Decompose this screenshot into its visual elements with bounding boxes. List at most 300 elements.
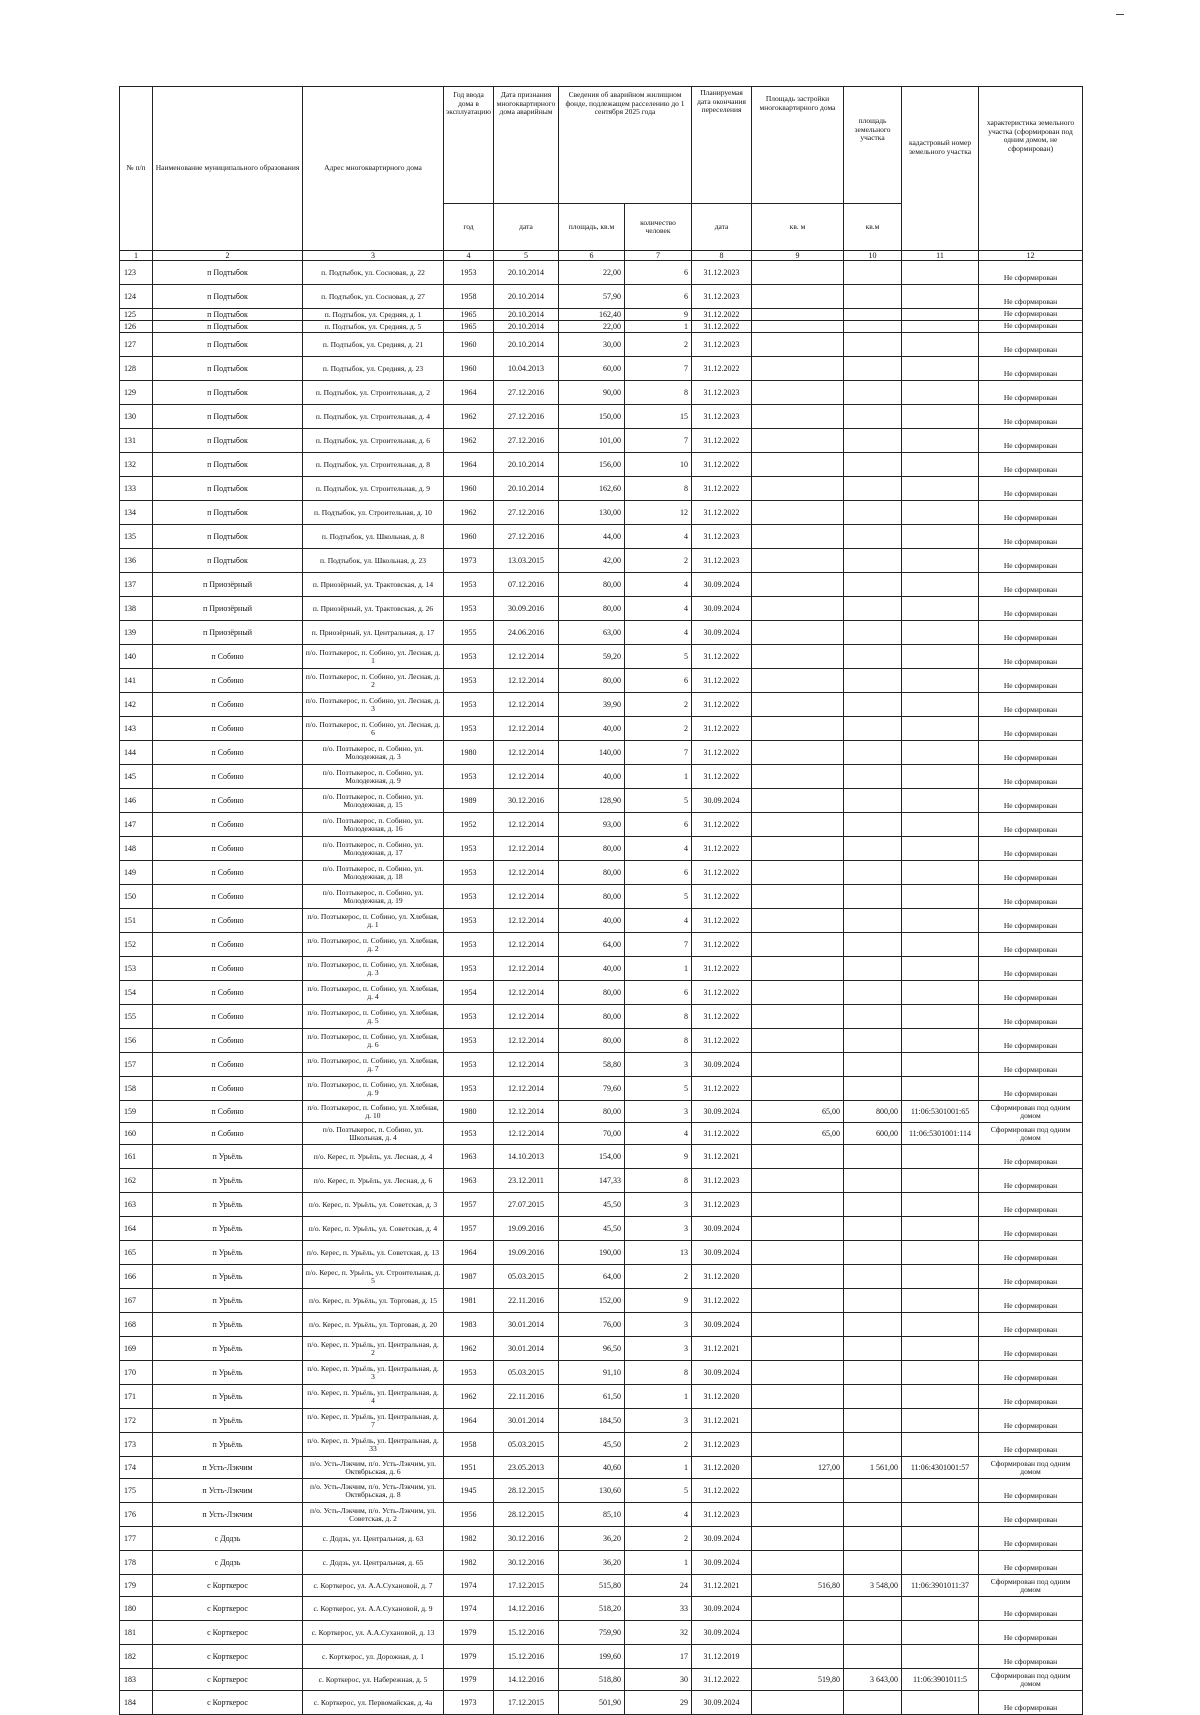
- year-built: 1963: [444, 1169, 494, 1193]
- col-num-4: 4: [444, 251, 494, 261]
- table-row: [120, 309, 1083, 321]
- municipality: п Собино: [153, 837, 303, 861]
- municipality: п Урьёль: [153, 1289, 303, 1313]
- emergency-date: 20.10.2014: [494, 285, 559, 309]
- row-number: 143: [120, 717, 153, 741]
- cadastral-number: [902, 1005, 979, 1029]
- land-area: 3 548,00: [844, 1575, 902, 1597]
- area: 80,00: [559, 669, 625, 693]
- table-row: [120, 1101, 1083, 1123]
- planned-date: 31.12.2023: [692, 405, 752, 429]
- municipality: п Подтыбок: [153, 381, 303, 405]
- area: 60,00: [559, 357, 625, 381]
- people-count: 7: [625, 429, 692, 453]
- land-area: [844, 261, 902, 285]
- table-row: [120, 1193, 1083, 1217]
- land-area: [844, 1433, 902, 1457]
- address: п/о. Усть-Лэкчим, п/о. Усть-Лэкчим, ул. Советская, д. 2: [303, 1503, 444, 1527]
- year-built: 1979: [444, 1645, 494, 1669]
- municipality: п Собино: [153, 909, 303, 933]
- emergency-date: 12.12.2014: [494, 885, 559, 909]
- emergency-date: 24.06.2016: [494, 621, 559, 645]
- area: 39,90: [559, 693, 625, 717]
- year-built: 1982: [444, 1527, 494, 1551]
- municipality: п Приозёрный: [153, 573, 303, 597]
- cadastral-number: [902, 405, 979, 429]
- table-row: [120, 1337, 1083, 1361]
- building-area: [752, 405, 844, 429]
- people-count: 7: [625, 741, 692, 765]
- municipality: п Собино: [153, 669, 303, 693]
- cadastral-number: [902, 321, 979, 333]
- people-count: 33: [625, 1597, 692, 1621]
- address: с. Корткерос, ул. Дорожная, д. 1: [303, 1645, 444, 1669]
- year-built: 1957: [444, 1193, 494, 1217]
- emergency-date: 19.09.2016: [494, 1241, 559, 1265]
- cadastral-number: [902, 597, 979, 621]
- table-row: [120, 381, 1083, 405]
- row-number: 149: [120, 861, 153, 885]
- municipality: п Собино: [153, 717, 303, 741]
- people-count: 5: [625, 885, 692, 909]
- planned-date: 31.12.2022: [692, 1029, 752, 1053]
- address: п/о. Позтыкерос, п. Собино, ул. Молодежная, д. 15: [303, 789, 444, 813]
- land-status: Не сформирован: [979, 645, 1083, 669]
- address: п. Подтыбок, ул. Строительная, д. 10: [303, 501, 444, 525]
- people-count: 8: [625, 1005, 692, 1029]
- area: 36,20: [559, 1551, 625, 1575]
- people-count: 8: [625, 1029, 692, 1053]
- row-number: 167: [120, 1289, 153, 1313]
- land-area: [844, 1597, 902, 1621]
- land-status: Не сформирован: [979, 405, 1083, 429]
- row-number: 184: [120, 1691, 153, 1715]
- cadastral-number: [902, 1337, 979, 1361]
- row-number: 158: [120, 1077, 153, 1101]
- area: 45,50: [559, 1193, 625, 1217]
- row-number: 151: [120, 909, 153, 933]
- people-count: 8: [625, 1169, 692, 1193]
- planned-date: 31.12.2020: [692, 1385, 752, 1409]
- area: 40,00: [559, 909, 625, 933]
- municipality: п Подтыбок: [153, 321, 303, 333]
- row-number: 128: [120, 357, 153, 381]
- address: п. Приозёрный, ул. Трактовская, д. 26: [303, 597, 444, 621]
- table-row: [120, 549, 1083, 573]
- planned-date: 31.12.2022: [692, 909, 752, 933]
- table-row: [120, 861, 1083, 885]
- land-area: [844, 525, 902, 549]
- building-area: [752, 693, 844, 717]
- land-status: Не сформирован: [979, 909, 1083, 933]
- land-status: Не сформирован: [979, 1691, 1083, 1715]
- building-area: [752, 1077, 844, 1101]
- unit-sqm: кв. м: [752, 204, 844, 251]
- land-area: [844, 1621, 902, 1645]
- people-count: 17: [625, 1645, 692, 1669]
- people-count: 5: [625, 789, 692, 813]
- emergency-date: 12.12.2014: [494, 813, 559, 837]
- table-row: [120, 717, 1083, 741]
- land-status: Не сформирован: [979, 1053, 1083, 1077]
- land-status: Не сформирован: [979, 381, 1083, 405]
- table-row: [120, 669, 1083, 693]
- address: с. Корткерос, ул. Первомайская, д. 4а: [303, 1691, 444, 1715]
- year-built: 1952: [444, 813, 494, 837]
- cadastral-number: [902, 1145, 979, 1169]
- area: 96,50: [559, 1337, 625, 1361]
- cadastral-number: [902, 1193, 979, 1217]
- row-number: 140: [120, 645, 153, 669]
- land-status: Не сформирован: [979, 1361, 1083, 1385]
- people-count: 5: [625, 1077, 692, 1101]
- row-number: 152: [120, 933, 153, 957]
- emergency-date: 30.01.2014: [494, 1337, 559, 1361]
- table-row: [120, 1289, 1083, 1313]
- municipality: п Урьёль: [153, 1433, 303, 1457]
- people-count: 3: [625, 1053, 692, 1077]
- building-area: [752, 645, 844, 669]
- col-header-emergency-date: Дата признания многоквартирного дома аварийным: [494, 87, 559, 204]
- address: п/о. Позтыкерос, п. Собино, ул. Молодежная, д. 3: [303, 741, 444, 765]
- emergency-date: 12.12.2014: [494, 933, 559, 957]
- emergency-date: 30.12.2016: [494, 789, 559, 813]
- area: 22,00: [559, 261, 625, 285]
- land-status: Не сформирован: [979, 261, 1083, 285]
- planned-date: 30.09.2024: [692, 1053, 752, 1077]
- people-count: 4: [625, 525, 692, 549]
- land-status: Не сформирован: [979, 1337, 1083, 1361]
- building-area: [752, 597, 844, 621]
- year-built: 1964: [444, 1241, 494, 1265]
- building-area: [752, 1551, 844, 1575]
- area: 61,50: [559, 1385, 625, 1409]
- row-number: 175: [120, 1479, 153, 1503]
- cadastral-number: [902, 1241, 979, 1265]
- cadastral-number: [902, 741, 979, 765]
- table-row: [120, 909, 1083, 933]
- year-built: 1962: [444, 501, 494, 525]
- address: с. Корткерос, ул. А.А.Сухановой, д. 9: [303, 1597, 444, 1621]
- address: п. Подтыбок, ул. Школьная, д. 23: [303, 549, 444, 573]
- building-area: [752, 669, 844, 693]
- area: 58,80: [559, 1053, 625, 1077]
- table-row: [120, 1645, 1083, 1669]
- people-count: 2: [625, 1265, 692, 1289]
- cadastral-number: [902, 1597, 979, 1621]
- area: 80,00: [559, 573, 625, 597]
- area: 128,90: [559, 789, 625, 813]
- cadastral-number: [902, 309, 979, 321]
- area: 80,00: [559, 1101, 625, 1123]
- address: с. Корткерос, ул. Набережная, д. 5: [303, 1669, 444, 1691]
- year-built: 1953: [444, 573, 494, 597]
- cadastral-number: [902, 861, 979, 885]
- table-row: [120, 1169, 1083, 1193]
- land-status: Не сформирован: [979, 1241, 1083, 1265]
- planned-date: 31.12.2021: [692, 1337, 752, 1361]
- col-num-12: 12: [979, 251, 1083, 261]
- row-number: 174: [120, 1457, 153, 1479]
- address: п. Подтыбок, ул. Средняя, д. 1: [303, 309, 444, 321]
- land-status: Не сформирован: [979, 669, 1083, 693]
- people-count: 3: [625, 1409, 692, 1433]
- address: п/о. Позтыкерос, п. Собино, ул. Лесная, д. 1: [303, 645, 444, 669]
- row-number: 145: [120, 765, 153, 789]
- cadastral-number: [902, 645, 979, 669]
- people-count: 30: [625, 1669, 692, 1691]
- building-area: [752, 549, 844, 573]
- col-num-9: 9: [752, 251, 844, 261]
- emergency-date: 20.10.2014: [494, 477, 559, 501]
- people-count: 4: [625, 1123, 692, 1145]
- people-count: 4: [625, 837, 692, 861]
- table-row: [120, 1409, 1083, 1433]
- table-row: [120, 477, 1083, 501]
- cadastral-number: [902, 525, 979, 549]
- year-built: 1957: [444, 1217, 494, 1241]
- municipality: с Корткерос: [153, 1597, 303, 1621]
- land-status: Сформирован под одним домом: [979, 1669, 1083, 1691]
- col-num-10: 10: [844, 251, 902, 261]
- row-number: 162: [120, 1169, 153, 1193]
- table-row: [120, 1029, 1083, 1053]
- land-area: [844, 549, 902, 573]
- people-count: 1: [625, 957, 692, 981]
- year-built: 1974: [444, 1597, 494, 1621]
- people-count: 15: [625, 405, 692, 429]
- address: п. Подтыбок, ул. Строительная, д. 2: [303, 381, 444, 405]
- land-status: Не сформирован: [979, 525, 1083, 549]
- year-built: 1953: [444, 645, 494, 669]
- emergency-date: 20.10.2014: [494, 333, 559, 357]
- land-area: [844, 1479, 902, 1503]
- area: 80,00: [559, 597, 625, 621]
- people-count: 3: [625, 1217, 692, 1241]
- table-row: [120, 1145, 1083, 1169]
- cadastral-number: [902, 1217, 979, 1241]
- land-status: Не сформирован: [979, 1077, 1083, 1101]
- people-count: 29: [625, 1691, 692, 1715]
- land-area: [844, 1029, 902, 1053]
- planned-date: 30.09.2024: [692, 1313, 752, 1337]
- building-area: [752, 261, 844, 285]
- area: 59,20: [559, 645, 625, 669]
- year-built: 1953: [444, 669, 494, 693]
- people-count: 8: [625, 1361, 692, 1385]
- emergency-date: 12.12.2014: [494, 1005, 559, 1029]
- people-count: 13: [625, 1241, 692, 1265]
- address: п/о. Керес, п. Урьёль, ул. Торговая, д. 15: [303, 1289, 444, 1313]
- land-status: Не сформирован: [979, 1193, 1083, 1217]
- address: п. Подтыбок, ул. Строительная, д. 6: [303, 429, 444, 453]
- row-number: 123: [120, 261, 153, 285]
- land-status: Не сформирован: [979, 1597, 1083, 1621]
- row-number: 125: [120, 309, 153, 321]
- land-status: Не сформирован: [979, 1433, 1083, 1457]
- land-area: [844, 429, 902, 453]
- emergency-date: 14.12.2016: [494, 1597, 559, 1621]
- land-status: Сформирован под одним домом: [979, 1123, 1083, 1145]
- municipality: с Корткерос: [153, 1621, 303, 1645]
- year-built: 1956: [444, 1503, 494, 1527]
- building-area: [752, 453, 844, 477]
- building-area: [752, 429, 844, 453]
- area: 40,00: [559, 717, 625, 741]
- emergency-date: 12.12.2014: [494, 717, 559, 741]
- col-num-11: 11: [902, 251, 979, 261]
- table-row: [120, 1621, 1083, 1645]
- row-number: 144: [120, 741, 153, 765]
- land-area: [844, 1503, 902, 1527]
- table-row: [120, 453, 1083, 477]
- land-area: [844, 453, 902, 477]
- people-count: 2: [625, 1527, 692, 1551]
- land-status: Не сформирован: [979, 1503, 1083, 1527]
- address: п/о. Позтыкерос, п. Собино, ул. Хлебная, д. 4: [303, 981, 444, 1005]
- people-count: 5: [625, 645, 692, 669]
- land-area: [844, 477, 902, 501]
- building-area: [752, 1527, 844, 1551]
- address: п/о. Позтыкерос, п. Собино, ул. Хлебная, д. 10: [303, 1101, 444, 1123]
- year-built: 1953: [444, 1029, 494, 1053]
- cadastral-number: [902, 1361, 979, 1385]
- row-number: 169: [120, 1337, 153, 1361]
- land-area: [844, 1145, 902, 1169]
- area: 36,20: [559, 1527, 625, 1551]
- emergency-date: 27.12.2016: [494, 429, 559, 453]
- year-built: 1953: [444, 861, 494, 885]
- cadastral-number: [902, 1265, 979, 1289]
- people-count: 7: [625, 357, 692, 381]
- year-built: 1954: [444, 981, 494, 1005]
- municipality: п Подтыбок: [153, 357, 303, 381]
- municipality: п Урьёль: [153, 1217, 303, 1241]
- address: п. Подтыбок, ул. Строительная, д. 8: [303, 453, 444, 477]
- land-area: [844, 885, 902, 909]
- municipality: п Приозёрный: [153, 597, 303, 621]
- building-area: [752, 1313, 844, 1337]
- address: п/о. Керес, п. Урьёль, ул. Советская, д. 3: [303, 1193, 444, 1217]
- people-count: 9: [625, 1145, 692, 1169]
- cadastral-number: [902, 1313, 979, 1337]
- area: 44,00: [559, 525, 625, 549]
- address: п/о. Позтыкерос, п. Собино, ул. Хлебная, д. 1: [303, 909, 444, 933]
- people-count: 3: [625, 1313, 692, 1337]
- year-built: 1987: [444, 1265, 494, 1289]
- row-number: 183: [120, 1669, 153, 1691]
- row-number: 137: [120, 573, 153, 597]
- year-built: 1960: [444, 357, 494, 381]
- area: 199,60: [559, 1645, 625, 1669]
- year-built: 1953: [444, 1077, 494, 1101]
- land-area: [844, 645, 902, 669]
- planned-date: 31.12.2023: [692, 1433, 752, 1457]
- col-header-building-area: Площадь застройки многоквартирного дома: [752, 87, 844, 204]
- area: 130,00: [559, 501, 625, 525]
- land-area: [844, 1265, 902, 1289]
- col-num-7: 7: [625, 251, 692, 261]
- building-area: [752, 1289, 844, 1313]
- cadastral-number: [902, 1169, 979, 1193]
- land-status: Не сформирован: [979, 597, 1083, 621]
- year-built: 1963: [444, 1145, 494, 1169]
- land-status: Не сформирован: [979, 1265, 1083, 1289]
- row-number: 141: [120, 669, 153, 693]
- unit-people: количество человек: [625, 204, 692, 251]
- municipality: п Урьёль: [153, 1409, 303, 1433]
- land-area: 600,00: [844, 1123, 902, 1145]
- land-area: [844, 981, 902, 1005]
- year-built: 1953: [444, 1005, 494, 1029]
- people-count: 1: [625, 765, 692, 789]
- emergency-date: 27.07.2015: [494, 1193, 559, 1217]
- land-area: [844, 1241, 902, 1265]
- year-built: 1958: [444, 1433, 494, 1457]
- area: 70,00: [559, 1123, 625, 1145]
- col-num-3: 3: [303, 251, 444, 261]
- year-built: 1964: [444, 453, 494, 477]
- area: 40,60: [559, 1457, 625, 1479]
- table-row: [120, 933, 1083, 957]
- planned-date: 31.12.2022: [692, 981, 752, 1005]
- municipality: п Урьёль: [153, 1265, 303, 1289]
- municipality: п Урьёль: [153, 1145, 303, 1169]
- resettlement-table-container: [119, 86, 1082, 1715]
- address: п. Подтыбок, ул. Строительная, д. 9: [303, 477, 444, 501]
- emergency-date: 07.12.2016: [494, 573, 559, 597]
- address: с. Корткерос, ул. А.А.Сухановой, д. 13: [303, 1621, 444, 1645]
- land-status: Не сформирован: [979, 1145, 1083, 1169]
- table-row: [120, 1575, 1083, 1597]
- row-number: 172: [120, 1409, 153, 1433]
- year-built: 1980: [444, 741, 494, 765]
- address: п/о. Керес, п. Урьёль, ул. Центральная, д. 33: [303, 1433, 444, 1457]
- people-count: 2: [625, 333, 692, 357]
- planned-date: 31.12.2022: [692, 885, 752, 909]
- planned-date: 30.09.2024: [692, 1551, 752, 1575]
- emergency-date: 12.12.2014: [494, 1077, 559, 1101]
- area: 162,40: [559, 309, 625, 321]
- year-built: 1953: [444, 717, 494, 741]
- col-header-land-characteristic: характеристика земельного участка (сформирован под одним домом, не сформирован): [979, 87, 1083, 251]
- people-count: 6: [625, 981, 692, 1005]
- row-number: 155: [120, 1005, 153, 1029]
- municipality: п Подтыбок: [153, 549, 303, 573]
- building-area: [752, 1169, 844, 1193]
- emergency-date: 27.12.2016: [494, 381, 559, 405]
- municipality: п Урьёль: [153, 1241, 303, 1265]
- row-number: 176: [120, 1503, 153, 1527]
- emergency-date: 12.12.2014: [494, 1053, 559, 1077]
- area: 150,00: [559, 405, 625, 429]
- year-built: 1982: [444, 1551, 494, 1575]
- land-area: [844, 309, 902, 321]
- building-area: [752, 1361, 844, 1385]
- planned-date: 31.12.2022: [692, 309, 752, 321]
- municipality: п Подтыбок: [153, 333, 303, 357]
- cadastral-number: [902, 477, 979, 501]
- address: п/о. Позтыкерос, п. Собино, ул. Лесная, д. 3: [303, 693, 444, 717]
- emergency-date: 12.12.2014: [494, 1029, 559, 1053]
- municipality: с Додзь: [153, 1551, 303, 1575]
- row-number: 124: [120, 285, 153, 309]
- land-area: [844, 1217, 902, 1241]
- year-built: 1964: [444, 381, 494, 405]
- planned-date: 30.09.2024: [692, 1101, 752, 1123]
- land-status: Не сформирован: [979, 885, 1083, 909]
- area: 91,10: [559, 1361, 625, 1385]
